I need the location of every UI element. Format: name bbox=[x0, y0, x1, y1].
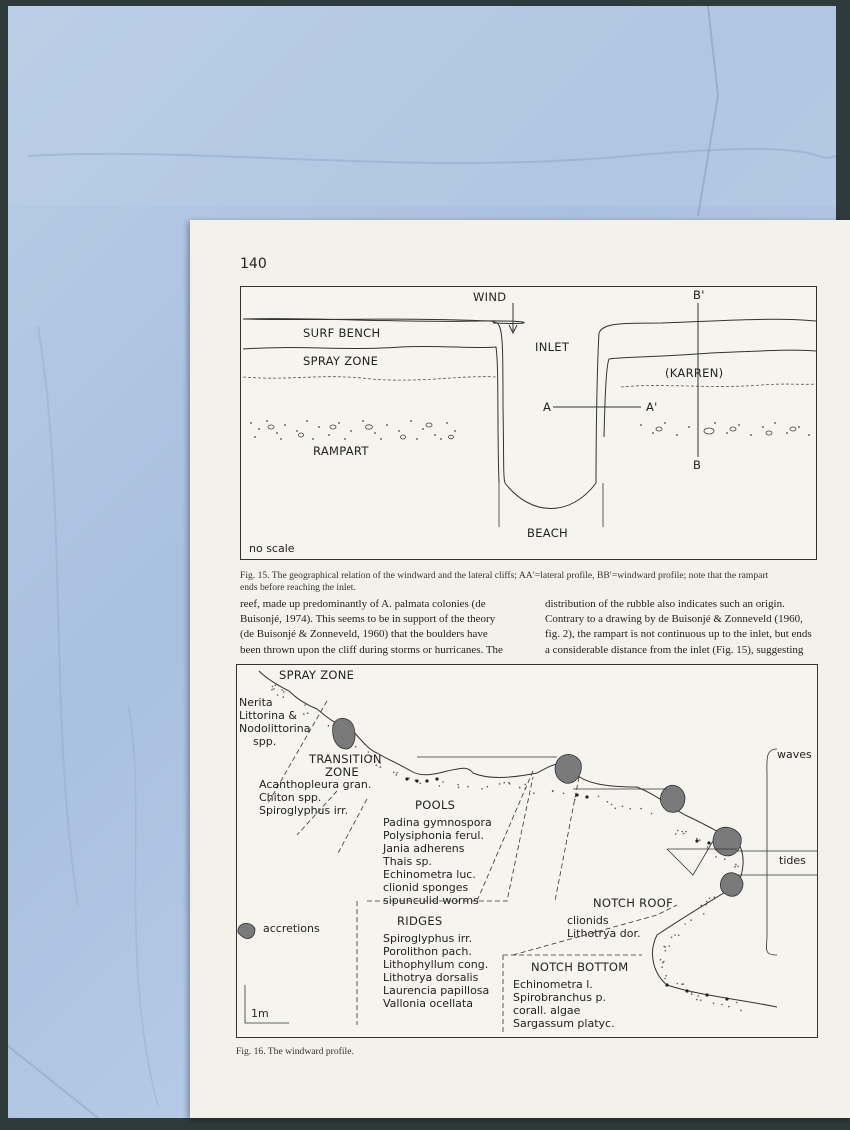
stipple-dot bbox=[674, 934, 676, 936]
stipple-dot bbox=[677, 830, 679, 832]
stipple-dot bbox=[714, 896, 716, 898]
pools-item-1: Padina gymnospora bbox=[383, 816, 492, 829]
stipple-dot bbox=[563, 793, 565, 795]
spray-zone-title: SPRAY ZONE bbox=[279, 668, 355, 682]
stipple-dot bbox=[697, 995, 699, 997]
stipple-dot bbox=[481, 788, 483, 790]
stipple-dot bbox=[524, 784, 526, 786]
stipple-dot bbox=[696, 838, 698, 840]
stipple-dot bbox=[671, 937, 673, 939]
rampart-label: RAMPART bbox=[313, 444, 369, 458]
stipple-dot bbox=[740, 1010, 742, 1012]
text-line: reef, made up predominantly of A. palmata colonies (de bbox=[240, 598, 486, 610]
stipple-dot bbox=[273, 688, 275, 690]
stipple-dot bbox=[457, 784, 459, 786]
notch-bottom-item-3: corall. algae bbox=[513, 1004, 581, 1017]
stipple-dot bbox=[684, 923, 686, 925]
text-line: fig. 2), the rampart is not continuous up to the inlet, but ends bbox=[545, 628, 812, 641]
ridges-item-3: Lithophyllum cong. bbox=[383, 958, 489, 971]
stipple-dot bbox=[519, 787, 521, 789]
journal-page bbox=[190, 220, 850, 1118]
stipple-dot bbox=[736, 1002, 738, 1004]
pools-item-6: clionid sponges bbox=[383, 881, 469, 894]
ridges-title: RIDGES bbox=[397, 914, 443, 928]
stipple-dot bbox=[651, 813, 653, 815]
page-number: 140 bbox=[240, 256, 267, 272]
pools-title: POOLS bbox=[415, 798, 456, 812]
stipple-dot bbox=[487, 786, 489, 788]
spray-zone-item-2: Littorina & bbox=[239, 709, 297, 722]
stipple-dot bbox=[735, 864, 737, 866]
stipple-dot bbox=[724, 858, 726, 860]
spray-zone-label: SPRAY ZONE bbox=[303, 354, 379, 368]
stipple-dot bbox=[281, 689, 283, 691]
stipple-dot bbox=[380, 766, 382, 768]
stipple-dot bbox=[721, 1004, 723, 1006]
wind-label: WIND bbox=[473, 290, 507, 304]
inlet-label: INLET bbox=[535, 340, 570, 354]
pools-item-7: sipunculid worms bbox=[383, 894, 479, 907]
pools-item-3: Jania adherens bbox=[383, 842, 465, 855]
scale-label: 1m bbox=[251, 1007, 269, 1020]
stipple-dot bbox=[393, 772, 395, 774]
waves-label: waves bbox=[777, 748, 812, 761]
stipple-dot bbox=[715, 856, 717, 858]
figure-16 bbox=[236, 664, 818, 1038]
ridges-item-4: Lithotrya dorsalis bbox=[383, 971, 479, 984]
transition-zone-item-1: Acanthopleura gran. bbox=[259, 778, 372, 791]
no-scale-label: no scale bbox=[249, 542, 295, 555]
stipple-dot bbox=[396, 772, 398, 774]
text-line: (de Buisonjé & Zonneveld, 1960) that the boulders have bbox=[240, 628, 488, 641]
stipple-dot bbox=[683, 833, 685, 835]
text-line: a considerable distance from the inlet (Fig. 15), suggesting bbox=[545, 643, 804, 656]
transition-zone-item-2: Chiton spp. bbox=[259, 791, 322, 804]
notch-bottom-item-2: Spirobranchus p. bbox=[513, 991, 606, 1004]
stipple-dot bbox=[272, 686, 274, 688]
stipple-dot bbox=[709, 898, 711, 900]
figure-15-caption-line-1: Fig. 15. The geographical relation of the windward and the lateral cliffs; AA′=lateral profile, BB′=windward profile; note that the rampart bbox=[240, 570, 769, 581]
transition-zone-title-2: ZONE bbox=[325, 765, 359, 779]
stipple-dot bbox=[611, 804, 613, 806]
stipple-dot bbox=[665, 946, 667, 948]
stipple-dot bbox=[691, 993, 693, 995]
text-line: been thrown upon the cliff during storms or hurricanes. The bbox=[240, 643, 503, 656]
b-prime-label: B' bbox=[693, 288, 705, 302]
spray-zone-item-3: Nodolittorina bbox=[239, 722, 311, 735]
stipple-dot bbox=[665, 950, 667, 952]
stipple-dot bbox=[678, 935, 680, 937]
stipple-dot bbox=[629, 808, 631, 810]
notch-bottom-item-1: Echinometra l. bbox=[513, 978, 593, 991]
a-prime-label: A' bbox=[646, 400, 658, 414]
body-text-left-column bbox=[240, 597, 520, 658]
ridges-item-5: Laurencia papillosa bbox=[383, 984, 490, 997]
stipple-dot bbox=[661, 966, 663, 968]
stipple-dot bbox=[707, 846, 709, 848]
stipple-dot bbox=[307, 712, 309, 714]
pools-item-5: Echinometra luc. bbox=[383, 868, 476, 881]
stipple-dot bbox=[408, 777, 410, 779]
body-text-right-column bbox=[545, 597, 825, 658]
stipple-dot bbox=[328, 725, 330, 727]
stipple-dot bbox=[705, 904, 707, 906]
notch-bottom-title: NOTCH BOTTOM bbox=[531, 960, 629, 974]
stipple-dot bbox=[728, 1006, 730, 1008]
stipple-dot bbox=[598, 796, 600, 798]
stipple-dot bbox=[703, 913, 705, 915]
karren-label: (KARREN) bbox=[665, 366, 724, 380]
stipple-dot bbox=[533, 792, 535, 794]
notch-roof-item-1: clionids bbox=[567, 914, 609, 927]
stipple-dot bbox=[419, 783, 421, 785]
transition-zone-item-3: Spiroglyphus irr. bbox=[259, 804, 349, 817]
ridges-item-2: Porolithon pach. bbox=[383, 945, 472, 958]
spray-zone-item-1: Nerita bbox=[239, 696, 273, 709]
surf-bench-label: SURF BENCH bbox=[303, 326, 381, 340]
stipple-dot bbox=[303, 713, 305, 715]
spray-zone-item-4: spp. bbox=[253, 735, 277, 748]
stipple-dot bbox=[696, 999, 698, 1001]
pools-item-4: Thais sp. bbox=[383, 855, 432, 868]
text-line: Buisonjé, 1974). This seems to be in support of the theory bbox=[240, 613, 496, 626]
stipple-dot bbox=[614, 808, 616, 810]
b-label: B bbox=[693, 458, 702, 472]
stipple-dot bbox=[713, 1003, 715, 1005]
text-line: Contrary to a drawing by de Buisonjé & Zonneveld (1960, bbox=[545, 613, 803, 626]
stipple-dot bbox=[699, 839, 701, 841]
stipple-dot bbox=[677, 983, 679, 985]
stipple-dot bbox=[622, 806, 624, 808]
notch-roof-item-2: Lithotrya dor. bbox=[567, 927, 641, 940]
stipple-dot bbox=[283, 691, 285, 693]
stipple-dot bbox=[607, 801, 609, 803]
stipple-dot bbox=[682, 831, 684, 833]
ridges-item-6: Vallonia ocellata bbox=[383, 997, 473, 1010]
stipple-dot bbox=[439, 785, 441, 787]
pools-item-2: Polysiphonia ferul. bbox=[383, 829, 484, 842]
stipple-dot bbox=[552, 791, 554, 793]
stipple-dot bbox=[304, 704, 306, 706]
tides-label: tides bbox=[779, 854, 806, 867]
stipple-dot bbox=[271, 689, 273, 691]
stipple-dot bbox=[277, 694, 279, 696]
stipple-dot bbox=[442, 781, 444, 783]
text-line: distribution of the rubble also indicates such an origin. bbox=[545, 598, 785, 610]
notch-bottom-item-4: Sargassum platyc. bbox=[513, 1017, 615, 1030]
figure-15-caption-line-2: ends before reaching the inlet. bbox=[240, 581, 356, 593]
stipple-dot bbox=[275, 685, 277, 687]
stipple-dot bbox=[467, 786, 469, 788]
stipple-dot bbox=[691, 991, 693, 993]
stipple-dot bbox=[706, 901, 708, 903]
stipple-dot bbox=[737, 866, 739, 868]
stipple-dot bbox=[396, 774, 398, 776]
notch-roof-title: NOTCH ROOF bbox=[593, 896, 674, 910]
stipple-dot bbox=[683, 983, 685, 985]
stipple-dot bbox=[665, 975, 667, 977]
stipple-dot bbox=[640, 808, 642, 810]
stipple-dot bbox=[499, 783, 501, 785]
figure-15 bbox=[240, 286, 817, 560]
stipple-dot bbox=[662, 962, 664, 964]
stipple-dot bbox=[669, 945, 671, 947]
stipple-dot bbox=[574, 799, 576, 801]
stipple-dot bbox=[664, 978, 666, 980]
stipple-dot bbox=[355, 746, 357, 748]
a-label: A bbox=[543, 400, 552, 414]
stipple-dot bbox=[458, 787, 460, 789]
accretions-legend-label: accretions bbox=[263, 922, 320, 935]
figure-15-caption bbox=[240, 570, 830, 594]
stipple-dot bbox=[700, 999, 702, 1001]
transition-zone-title-1: TRANSITION bbox=[309, 752, 382, 766]
stipple-dot bbox=[690, 919, 692, 921]
stipple-dot bbox=[509, 783, 511, 785]
stipple-dot bbox=[283, 696, 285, 698]
beach-label: BEACH bbox=[527, 526, 568, 540]
stipple-dot bbox=[503, 782, 505, 784]
stipple-dot bbox=[660, 959, 662, 961]
stipple-dot bbox=[685, 831, 687, 833]
ridges-item-1: Spiroglyphus irr. bbox=[383, 932, 473, 945]
stipple-dot bbox=[700, 905, 702, 907]
stipple-dot bbox=[681, 983, 683, 985]
stipple-dot bbox=[734, 866, 736, 868]
figure-16-caption: Fig. 16. The windward profile. bbox=[236, 1046, 354, 1057]
stipple-dot bbox=[675, 833, 677, 835]
